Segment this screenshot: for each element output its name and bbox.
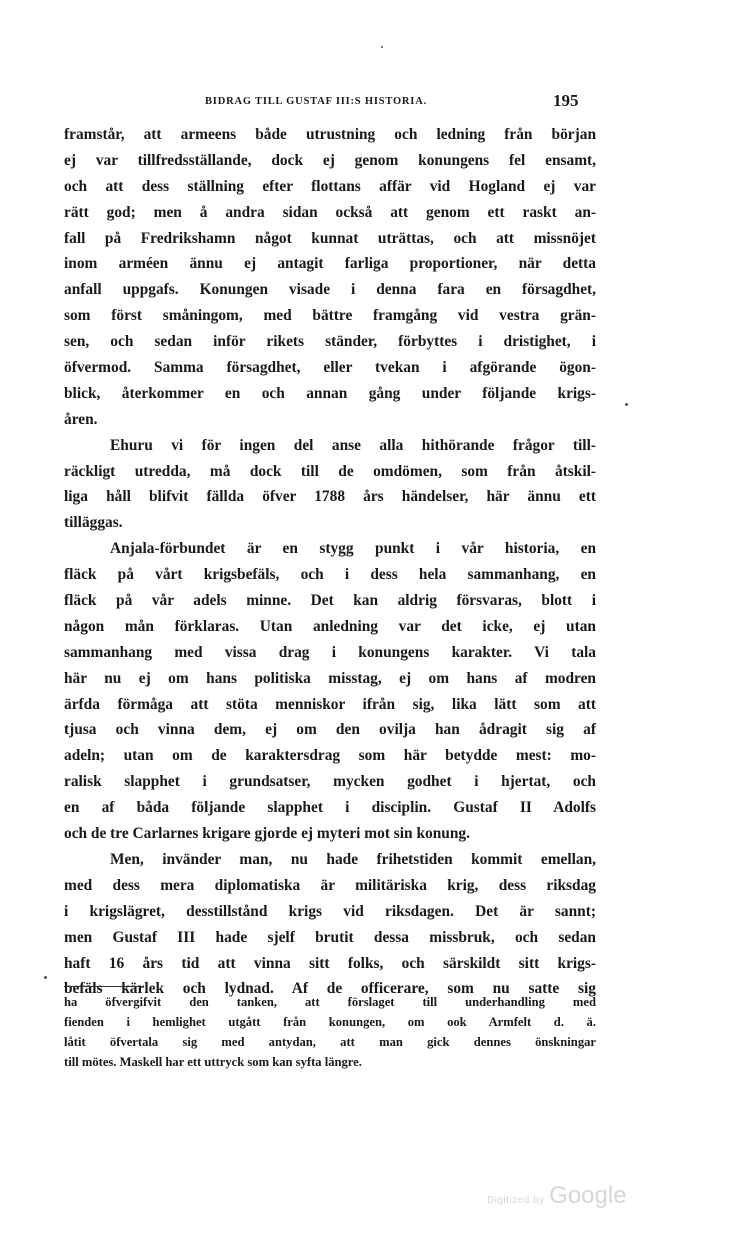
text-line: någon mån förklaras. Utan anledning var det icke, ej utan — [64, 617, 596, 635]
text-line: rätt god; men å andra sidan också att genom ett raskt an- — [64, 203, 596, 221]
paper-speck — [381, 46, 383, 48]
paper-speck — [44, 976, 47, 979]
paper-speck — [625, 403, 628, 406]
text-line: Men, invänder man, nu hade frihetstiden kommit emellan, — [110, 850, 596, 868]
text-line: och att dess ställning efter flottans affär vid Hogland ej var — [64, 177, 596, 195]
text-line: i krigslägret, desstillstånd krigs vid riksdagen. Det är sannt; — [64, 902, 596, 920]
footnote-line: låtit öfvertala sig med antydan, att man gick dennes önskningar — [64, 1035, 596, 1049]
text-line: sen, och sedan inför rikets ständer, förbyttes i dristighet, i — [64, 333, 596, 351]
footnote-line: till mötes. Maskell har ett uttryck som kan syfta längre. — [64, 1055, 362, 1069]
text-line: Ehuru vi för ingen del anse alla hithörande frågor till- — [110, 436, 596, 454]
text-line: ralisk slapphet i grundsatser, mycken godhet i hjertat, och — [64, 773, 596, 791]
watermark-prefix: Digitized by — [487, 1195, 545, 1206]
watermark-logo-text: Google — [549, 1182, 627, 1209]
text-line: blick, återkommer en och annan gång under följande krigs- — [64, 384, 596, 402]
page-number: 195 — [553, 91, 579, 110]
text-line: som först småningom, med bättre framgång vid vestra grän- — [64, 307, 596, 325]
text-line: räckligt utredda, må dock till de omdömen, som från åtskil- — [64, 462, 596, 480]
text-line: inom arméen ännu ej antagit farliga proportioner, när detta — [64, 255, 596, 273]
footnote — [64, 992, 596, 1072]
text-line: haft 16 års tid att vinna sitt folks, och särskildt sitt krigs- — [64, 954, 596, 972]
text-line: fall på Fredrikshamn något kunnat uträttas, och att missnöjet — [64, 229, 596, 247]
text-line: här nu ej om hans politiska misstag, ej om hans af modren — [64, 669, 596, 687]
text-line: sammanhang med vissa drag i konungens karakter. Vi tala — [64, 643, 596, 661]
text-line: fläck på vår adels minne. Det kan aldrig försvaras, blott i — [64, 592, 596, 610]
text-line: öfvermod. Samma försagdhet, eller tvekan i afgörande ögon- — [64, 359, 596, 377]
text-line: med dess mera diplomatiska är militäriska krig, dess riksdag — [64, 876, 596, 894]
text-line: en af båda följande slapphet i disciplin. Gustaf II Adolfs — [64, 799, 596, 817]
text-line: ärfda förmåga att stöta menniskor ifrån sig, lika lätt som att — [64, 695, 596, 713]
running-head: BIDRAG TILL GUSTAF III:S HISTORIA. — [205, 96, 427, 107]
text-line: och de tre Carlarnes krigare gjorde ej myteri mot sin konung. — [64, 825, 470, 843]
text-line: men Gustaf III hade sjelf brutit dessa missbruk, och sedan — [64, 928, 596, 946]
text-line: tjusa och vinna dem, ej om den ovilja han ådragit sig af — [64, 721, 596, 739]
body-text — [64, 122, 596, 1002]
text-line: anfall uppgafs. Konungen visade i denna fara en försagdhet, — [64, 281, 596, 299]
text-line: adeln; utan om de karaktersdrag som här betydde mest: mo- — [64, 747, 596, 765]
text-line: ej var tillfredsställande, dock ej genom konungens fel ensamt, — [64, 151, 596, 169]
footnote-line: ha öfvergifvit den tanken, att förslaget till underhandling med — [64, 995, 596, 1009]
text-line: framstår, att armeens både utrustning och ledning från början — [64, 126, 596, 143]
text-line: åren. — [64, 410, 98, 428]
digitization-watermark — [487, 1182, 627, 1210]
text-line: fläck på vårt krigsbefäls, och i dess hela sammanhang, en — [64, 566, 596, 584]
footnote-line: fienden i hemlighet utgått från konungen, om ook Armfelt d. ä. — [64, 1015, 596, 1029]
text-line: liga håll blifvit fällda öfver 1788 års händelser, här ännu ett — [64, 488, 596, 506]
text-line: Anjala-förbundet är en stygg punkt i vår historia, en — [110, 540, 596, 558]
text-line: befäls kärlek och lydnad. Af de officerare, som nu satte sig — [64, 980, 596, 998]
text-line: tilläggas. — [64, 514, 123, 532]
footnote-divider — [64, 986, 144, 987]
